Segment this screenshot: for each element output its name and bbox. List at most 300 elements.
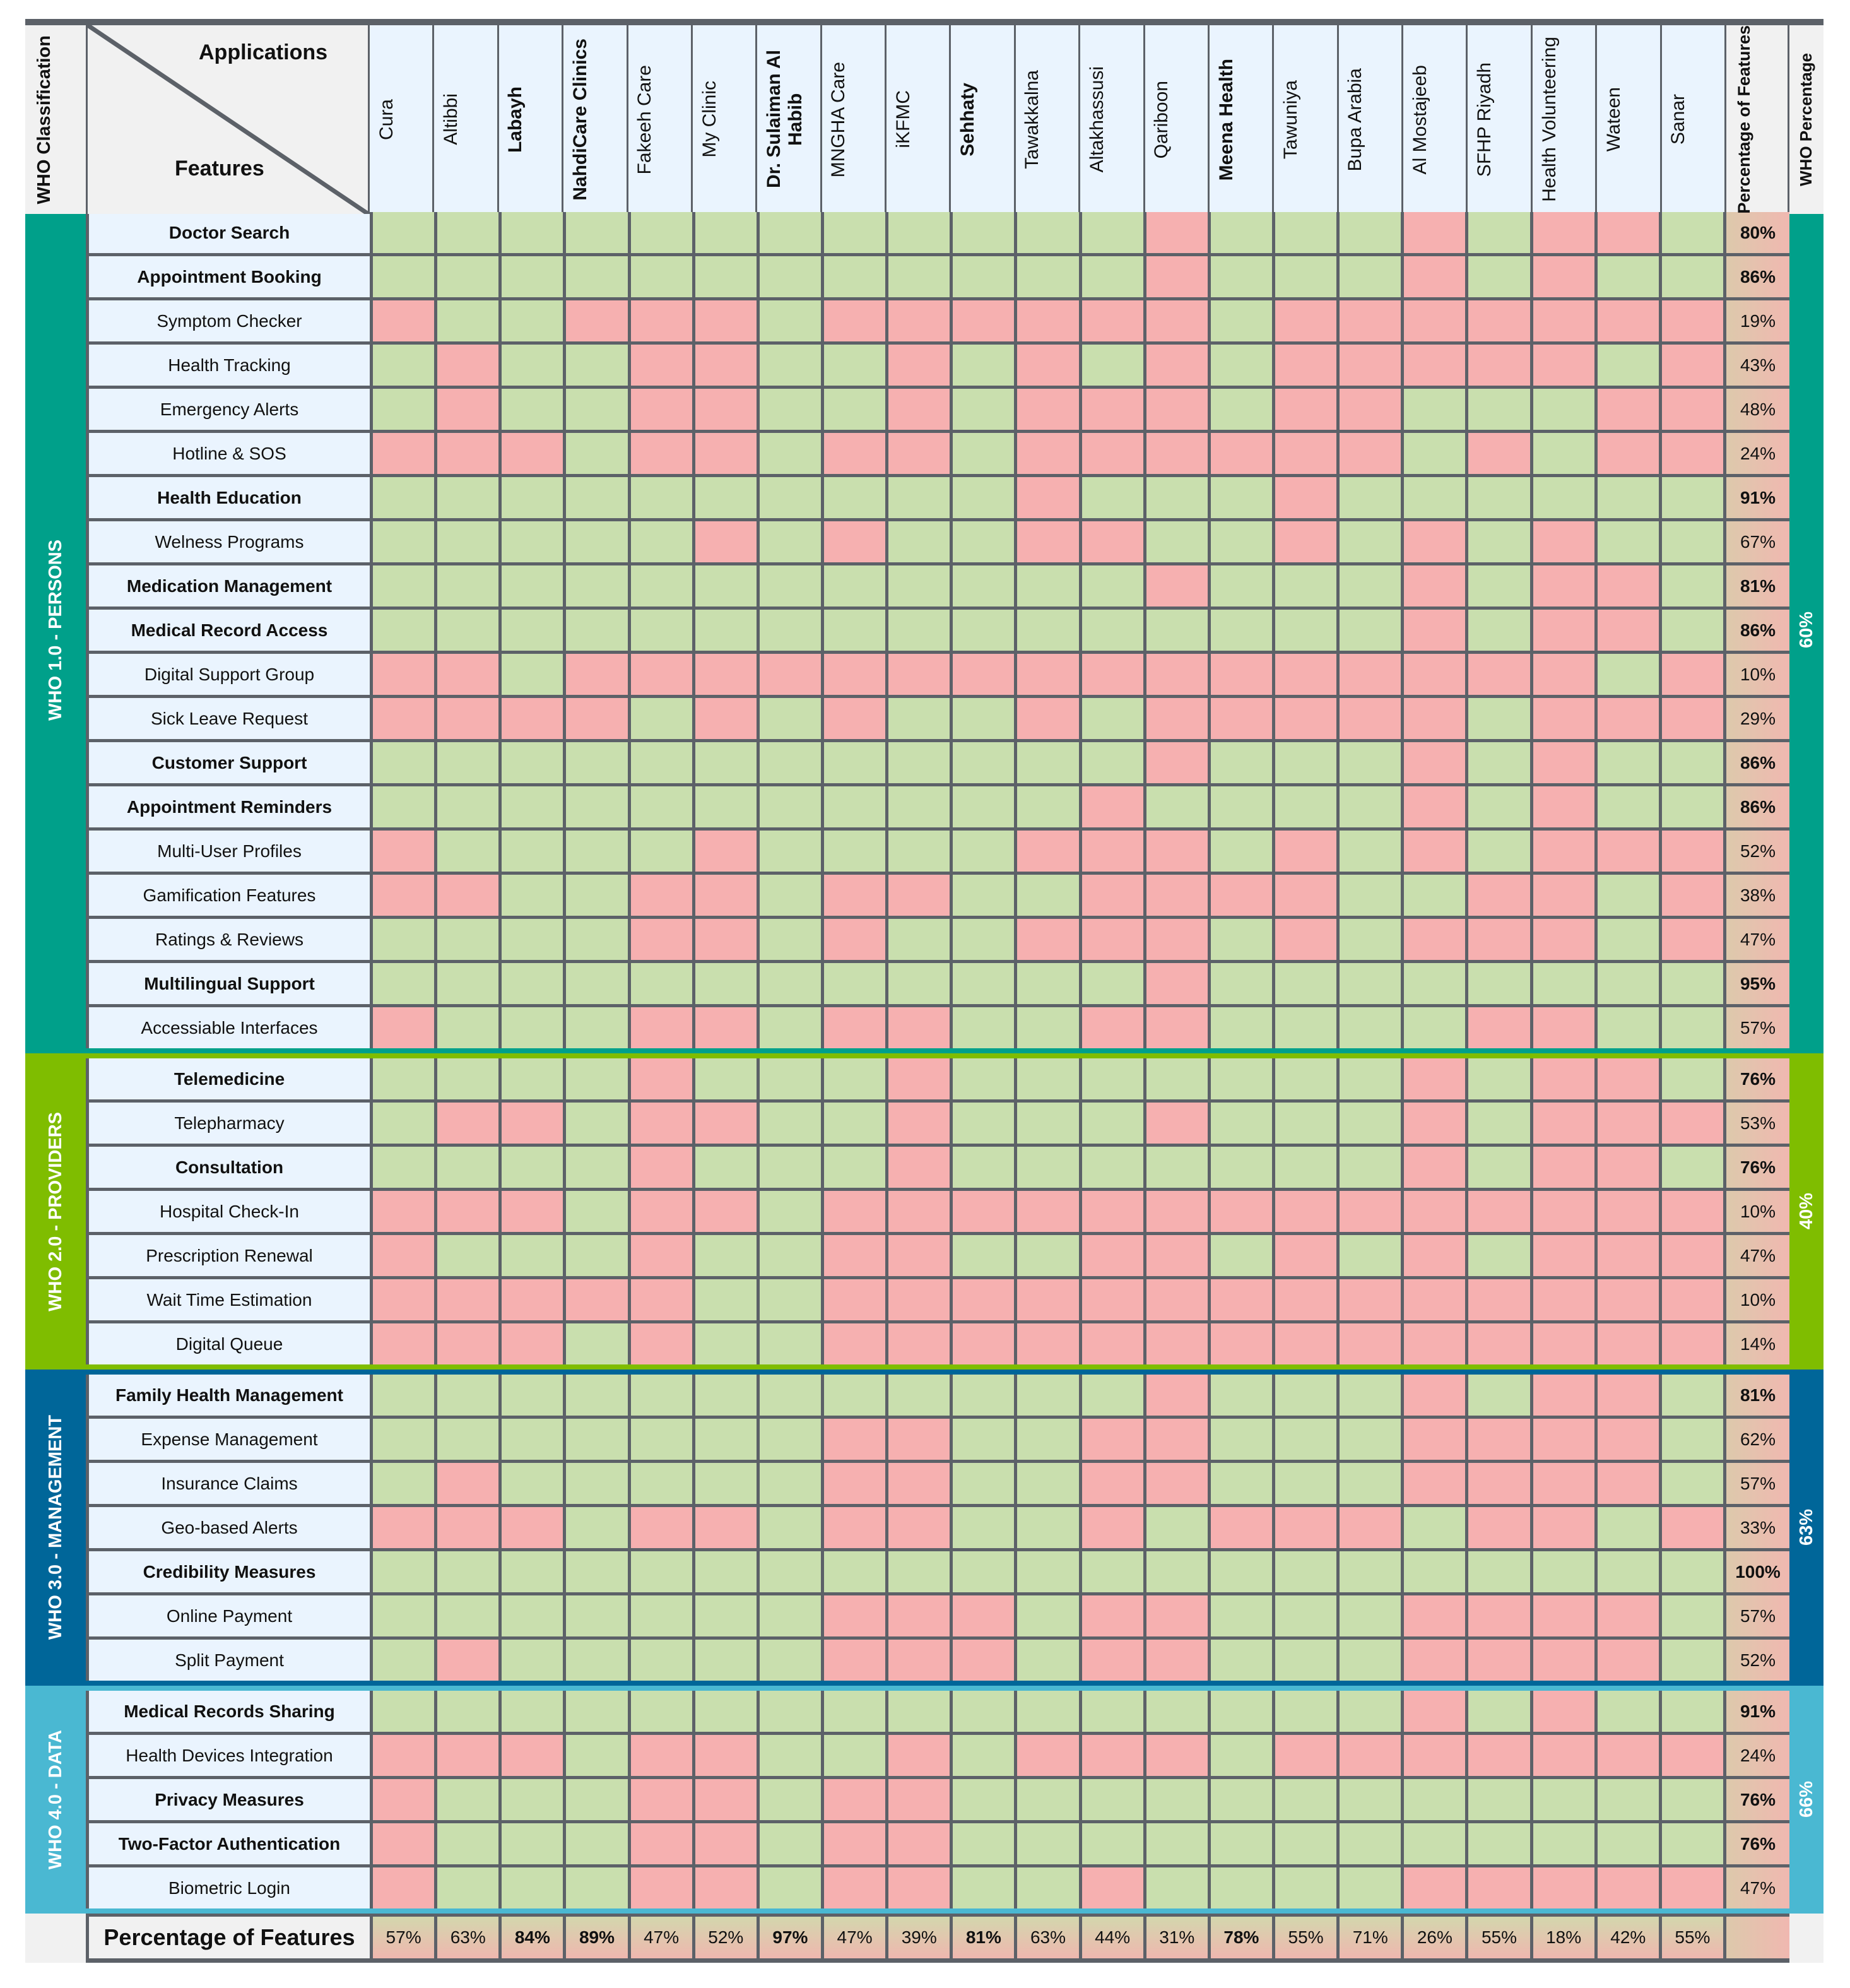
cell-supported	[437, 1867, 498, 1908]
cell-not-supported	[1598, 565, 1659, 606]
cell-supported	[631, 786, 692, 827]
app-header	[1016, 25, 1080, 214]
cell-supported	[1533, 389, 1594, 430]
cell-supported	[631, 521, 692, 562]
cell-supported	[631, 963, 692, 1004]
cell-supported	[566, 212, 627, 253]
cell-supported	[1598, 742, 1659, 783]
cell-supported	[1404, 1007, 1465, 1048]
feature-name: Multi-User Profiles	[89, 831, 370, 872]
group-label-text: WHO 3.0 - MANAGEMENT	[45, 1415, 66, 1640]
cell-supported	[695, 1595, 757, 1636]
feature-percentage: 86%	[1726, 786, 1789, 827]
cell-supported	[1468, 389, 1529, 430]
cell-not-supported	[1533, 919, 1594, 960]
cell-supported	[1598, 256, 1659, 297]
cell-supported	[1533, 433, 1594, 474]
cell-supported	[502, 1779, 563, 1820]
cell-supported	[760, 1463, 821, 1504]
cell-supported	[695, 1279, 757, 1320]
cell-not-supported	[1468, 300, 1529, 341]
cell-supported	[1468, 831, 1529, 872]
cell-supported	[373, 477, 434, 518]
cell-supported	[1662, 1823, 1723, 1864]
cell-not-supported	[1468, 1507, 1529, 1548]
cell-not-supported	[1404, 654, 1465, 695]
cell-supported	[566, 256, 627, 297]
cell-supported	[1662, 1147, 1723, 1188]
cell-not-supported	[888, 1103, 950, 1144]
cell-supported	[373, 742, 434, 783]
cell-not-supported	[1404, 1867, 1465, 1908]
who-groups	[25, 207, 1823, 1914]
cell-supported	[824, 565, 885, 606]
cell-supported	[953, 565, 1014, 606]
cell-supported	[1662, 1551, 1723, 1592]
cell-supported	[437, 963, 498, 1004]
cell-not-supported	[1275, 477, 1336, 518]
cell-supported	[631, 1640, 692, 1681]
cell-supported	[1275, 1007, 1336, 1048]
cell-not-supported	[695, 1823, 757, 1864]
cell-not-supported	[1533, 1640, 1594, 1681]
cell-supported	[888, 565, 950, 606]
cell-not-supported	[502, 433, 563, 474]
cell-supported	[1598, 1507, 1659, 1548]
cell-not-supported	[824, 1507, 885, 1548]
cell-supported	[1340, 610, 1401, 651]
who-group	[25, 1686, 1823, 1914]
feature-name: Credibility Measures	[89, 1551, 370, 1592]
feature-percentage: 91%	[1726, 477, 1789, 518]
cell-not-supported	[1404, 1323, 1465, 1364]
cell-supported	[1275, 1779, 1336, 1820]
cell-not-supported	[631, 1191, 692, 1232]
cell-supported	[760, 1191, 821, 1232]
cell-supported	[953, 1551, 1014, 1592]
cell-not-supported	[437, 389, 498, 430]
cell-supported	[1275, 1867, 1336, 1908]
feature-name: Digital Support Group	[89, 654, 370, 695]
cell-not-supported	[373, 875, 434, 916]
cell-not-supported	[1146, 433, 1208, 474]
cell-supported	[373, 1103, 434, 1144]
feature-name: Multilingual Support	[89, 963, 370, 1004]
group-label	[25, 1058, 86, 1364]
cell-not-supported	[1082, 300, 1143, 341]
cell-not-supported	[1275, 345, 1336, 386]
cell-supported	[1468, 742, 1529, 783]
cell-supported	[824, 831, 885, 872]
group-grid	[86, 1058, 1789, 1364]
feature-percentage: 62%	[1726, 1419, 1789, 1460]
cell-supported	[1017, 963, 1078, 1004]
app-header	[1533, 25, 1597, 214]
cell-supported	[502, 1595, 563, 1636]
cell-supported	[953, 875, 1014, 916]
cell-supported	[824, 256, 885, 297]
cell-not-supported	[1598, 1191, 1659, 1232]
cell-supported	[760, 1823, 821, 1864]
cell-not-supported	[824, 1779, 885, 1820]
app-header	[1210, 25, 1274, 214]
cell-supported	[373, 1691, 434, 1732]
cell-supported	[695, 1640, 757, 1681]
feature-name: Health Education	[89, 477, 370, 518]
cell-not-supported	[1017, 300, 1078, 341]
cell-not-supported	[824, 875, 885, 916]
cell-not-supported	[1662, 1103, 1723, 1144]
cell-supported	[1017, 1551, 1078, 1592]
feature-name: Accessiable Interfaces	[89, 1007, 370, 1048]
cell-supported	[888, 831, 950, 872]
cell-supported	[953, 477, 1014, 518]
cell-not-supported	[373, 698, 434, 739]
cell-supported	[695, 477, 757, 518]
cell-not-supported	[1082, 1323, 1143, 1364]
cell-not-supported	[953, 1191, 1014, 1232]
feature-percentage: 10%	[1726, 654, 1789, 695]
cell-supported	[1340, 742, 1401, 783]
cell-supported	[1404, 1507, 1465, 1548]
cell-supported	[953, 786, 1014, 827]
cell-not-supported	[1275, 831, 1336, 872]
cell-supported	[1017, 875, 1078, 916]
cell-not-supported	[1533, 345, 1594, 386]
cell-supported	[888, 212, 950, 253]
cell-supported	[1146, 1823, 1208, 1864]
cell-not-supported	[1533, 831, 1594, 872]
cell-not-supported	[1404, 1595, 1465, 1636]
cell-supported	[502, 1007, 563, 1048]
cell-supported	[1082, 963, 1143, 1004]
cell-not-supported	[1146, 831, 1208, 872]
cell-supported	[953, 1235, 1014, 1276]
cell-not-supported	[631, 1867, 692, 1908]
cell-not-supported	[502, 1507, 563, 1548]
cell-supported	[760, 1279, 821, 1320]
cell-supported	[760, 1867, 821, 1908]
cell-not-supported	[1082, 1419, 1143, 1460]
feature-percentage: 76%	[1726, 1823, 1789, 1864]
cell-supported	[1468, 1779, 1529, 1820]
cell-not-supported	[1275, 1279, 1336, 1320]
cell-supported	[1533, 1551, 1594, 1592]
cell-supported	[1211, 565, 1272, 606]
footer-label: Percentage of Features	[89, 1917, 370, 1958]
cell-supported	[1146, 1551, 1208, 1592]
cell-supported	[1468, 1823, 1529, 1864]
cell-not-supported	[1275, 1735, 1336, 1776]
cell-not-supported	[1404, 256, 1465, 297]
cell-not-supported	[566, 654, 627, 695]
cell-not-supported	[888, 1779, 950, 1820]
cell-supported	[760, 212, 821, 253]
cell-supported	[1211, 345, 1272, 386]
cell-supported	[1017, 1691, 1078, 1732]
cell-supported	[566, 345, 627, 386]
cell-not-supported	[1211, 1191, 1272, 1232]
cell-supported	[1662, 1058, 1723, 1099]
feature-name: Geo-based Alerts	[89, 1507, 370, 1548]
cell-not-supported	[695, 433, 757, 474]
cell-not-supported	[631, 1007, 692, 1048]
cell-not-supported	[1275, 1191, 1336, 1232]
app-percentage: 78%	[1211, 1917, 1272, 1958]
cell-supported	[1275, 1463, 1336, 1504]
cell-supported	[1017, 1507, 1078, 1548]
cell-supported	[1598, 1551, 1659, 1592]
who-group	[25, 207, 1823, 1053]
cell-not-supported	[631, 1735, 692, 1776]
cell-supported	[631, 610, 692, 651]
cell-supported	[1275, 565, 1336, 606]
cell-supported	[1598, 1691, 1659, 1732]
cell-supported	[437, 1235, 498, 1276]
feature-percentage: 24%	[1726, 1735, 1789, 1776]
cell-supported	[1211, 256, 1272, 297]
cell-not-supported	[1404, 1640, 1465, 1681]
cell-supported	[373, 1463, 434, 1504]
cell-not-supported	[695, 1191, 757, 1232]
app-header	[1145, 25, 1210, 214]
cell-supported	[824, 345, 885, 386]
cell-not-supported	[1598, 1867, 1659, 1908]
cell-supported	[760, 1323, 821, 1364]
cell-not-supported	[1017, 1323, 1078, 1364]
cell-supported	[566, 610, 627, 651]
cell-supported	[760, 389, 821, 430]
cell-supported	[824, 1147, 885, 1188]
cell-supported	[760, 1375, 821, 1416]
cell-not-supported	[437, 1191, 498, 1232]
cell-not-supported	[373, 433, 434, 474]
app-name: Labayh	[505, 86, 526, 153]
cell-supported	[1468, 1691, 1529, 1732]
cell-not-supported	[1146, 1595, 1208, 1636]
cell-not-supported	[502, 1735, 563, 1776]
cell-not-supported	[1404, 1375, 1465, 1416]
app-header	[434, 25, 498, 214]
cell-not-supported	[1533, 875, 1594, 916]
cell-supported	[437, 256, 498, 297]
group-grid	[86, 1375, 1789, 1681]
cell-not-supported	[1340, 1507, 1401, 1548]
cell-supported	[1146, 1147, 1208, 1188]
cell-supported	[953, 1463, 1014, 1504]
cell-supported	[760, 1103, 821, 1144]
cell-not-supported	[1533, 521, 1594, 562]
cell-supported	[1211, 477, 1272, 518]
cell-supported	[1082, 1551, 1143, 1592]
cell-supported	[1211, 1691, 1272, 1732]
cell-not-supported	[888, 1323, 950, 1364]
group-who-percentage-text: 40%	[1796, 1193, 1817, 1230]
cell-not-supported	[1146, 565, 1208, 606]
cell-not-supported	[1598, 1640, 1659, 1681]
feature-name: Medication Management	[89, 565, 370, 606]
cell-supported	[1468, 212, 1529, 253]
cell-not-supported	[824, 521, 885, 562]
app-header	[628, 25, 693, 214]
feature-percentage: 91%	[1726, 1691, 1789, 1732]
cell-not-supported	[1017, 919, 1078, 960]
cell-supported	[373, 1419, 434, 1460]
cell-supported	[760, 1507, 821, 1548]
cell-supported	[824, 610, 885, 651]
cell-supported	[824, 1103, 885, 1144]
feature-percentage: 47%	[1726, 919, 1789, 960]
group-who-percentage-text: 66%	[1796, 1781, 1817, 1818]
cell-not-supported	[1598, 1463, 1659, 1504]
cell-not-supported	[1146, 742, 1208, 783]
cell-not-supported	[1662, 1235, 1723, 1276]
cell-supported	[888, 919, 950, 960]
cell-not-supported	[566, 300, 627, 341]
app-percentage: 39%	[888, 1917, 950, 1958]
cell-not-supported	[373, 1823, 434, 1864]
cell-not-supported	[1598, 212, 1659, 253]
app-name: Altakhassusi	[1086, 66, 1107, 173]
app-name: Bupa Arabia	[1345, 68, 1366, 172]
cell-supported	[631, 1463, 692, 1504]
features-applications-corner	[86, 25, 370, 214]
cell-supported	[1017, 212, 1078, 253]
cell-supported	[1275, 1058, 1336, 1099]
cell-not-supported	[1662, 698, 1723, 739]
cell-supported	[1468, 963, 1529, 1004]
cell-supported	[1211, 1640, 1272, 1681]
cell-supported	[1340, 1375, 1401, 1416]
cell-supported	[1082, 477, 1143, 518]
feature-percentage: 57%	[1726, 1463, 1789, 1504]
cell-supported	[1082, 1103, 1143, 1144]
cell-not-supported	[1082, 919, 1143, 960]
feature-percentage: 86%	[1726, 256, 1789, 297]
cell-supported	[1017, 1058, 1078, 1099]
cell-not-supported	[1662, 1867, 1723, 1908]
cell-supported	[631, 1691, 692, 1732]
cell-not-supported	[1598, 433, 1659, 474]
who-classification-header	[25, 25, 86, 214]
cell-not-supported	[373, 831, 434, 872]
app-name: Tawakkalna	[1022, 69, 1043, 169]
cell-supported	[566, 565, 627, 606]
cell-supported	[1598, 521, 1659, 562]
cell-not-supported	[1340, 1279, 1401, 1320]
cell-not-supported	[437, 1103, 498, 1144]
cell-supported	[1211, 1735, 1272, 1776]
cell-supported	[760, 1147, 821, 1188]
cell-supported	[695, 1147, 757, 1188]
cell-supported	[566, 1779, 627, 1820]
cell-not-supported	[1275, 300, 1336, 341]
cell-supported	[502, 831, 563, 872]
cell-supported	[1533, 963, 1594, 1004]
cell-supported	[373, 1595, 434, 1636]
cell-not-supported	[1533, 1867, 1594, 1908]
cell-supported	[1404, 433, 1465, 474]
cell-supported	[1662, 212, 1723, 253]
cell-supported	[437, 477, 498, 518]
cell-not-supported	[1275, 654, 1336, 695]
app-percentage: 81%	[953, 1917, 1014, 1958]
footer-left-pad	[25, 1914, 86, 1963]
cell-supported	[1340, 786, 1401, 827]
cell-supported	[760, 1419, 821, 1460]
cell-not-supported	[888, 1147, 950, 1188]
cell-supported	[566, 1058, 627, 1099]
cell-not-supported	[1598, 1235, 1659, 1276]
cell-not-supported	[1404, 300, 1465, 341]
cell-not-supported	[373, 1735, 434, 1776]
cell-not-supported	[1533, 212, 1594, 253]
cell-supported	[1340, 1867, 1401, 1908]
cell-supported	[760, 1735, 821, 1776]
app-percentage: 55%	[1275, 1917, 1336, 1958]
cell-supported	[1017, 1375, 1078, 1416]
cell-supported	[1340, 1823, 1401, 1864]
cell-not-supported	[1468, 1595, 1529, 1636]
cell-not-supported	[1533, 742, 1594, 783]
cell-supported	[760, 345, 821, 386]
cell-supported	[373, 521, 434, 562]
applications-axis-label: Applications	[199, 40, 328, 64]
cell-supported	[1275, 1147, 1336, 1188]
cell-not-supported	[631, 1779, 692, 1820]
cell-not-supported	[1598, 389, 1659, 430]
cell-not-supported	[1598, 1375, 1659, 1416]
feature-name: Prescription Renewal	[89, 1235, 370, 1276]
cell-not-supported	[824, 1323, 885, 1364]
table-header	[25, 19, 1823, 214]
cell-supported	[566, 1007, 627, 1048]
cell-not-supported	[1533, 610, 1594, 651]
cell-supported	[760, 1058, 821, 1099]
cell-not-supported	[437, 698, 498, 739]
cell-supported	[1211, 1007, 1272, 1048]
feature-percentage: 29%	[1726, 698, 1789, 739]
cell-supported	[953, 831, 1014, 872]
cell-supported	[566, 1323, 627, 1364]
cell-not-supported	[1598, 1147, 1659, 1188]
cell-supported	[1275, 610, 1336, 651]
cell-supported	[824, 1551, 885, 1592]
cell-supported	[1662, 1779, 1723, 1820]
cell-supported	[888, 742, 950, 783]
app-name: SFHP Riyadh	[1474, 62, 1495, 177]
cell-supported	[1662, 610, 1723, 651]
feature-name: Expense Management	[89, 1419, 370, 1460]
feature-percentage: 57%	[1726, 1595, 1789, 1636]
cell-not-supported	[631, 1103, 692, 1144]
cell-not-supported	[1082, 1640, 1143, 1681]
cell-not-supported	[1533, 1191, 1594, 1232]
cell-supported	[953, 345, 1014, 386]
cell-not-supported	[1017, 831, 1078, 872]
feature-percentage: 57%	[1726, 1007, 1789, 1048]
cell-supported	[1017, 1419, 1078, 1460]
cell-not-supported	[1082, 1279, 1143, 1320]
cell-supported	[953, 742, 1014, 783]
cell-supported	[1340, 1779, 1401, 1820]
cell-not-supported	[1275, 521, 1336, 562]
cell-supported	[502, 875, 563, 916]
cell-supported	[373, 919, 434, 960]
cell-supported	[1275, 1551, 1336, 1592]
cell-supported	[566, 831, 627, 872]
feature-percentage: 14%	[1726, 1323, 1789, 1364]
